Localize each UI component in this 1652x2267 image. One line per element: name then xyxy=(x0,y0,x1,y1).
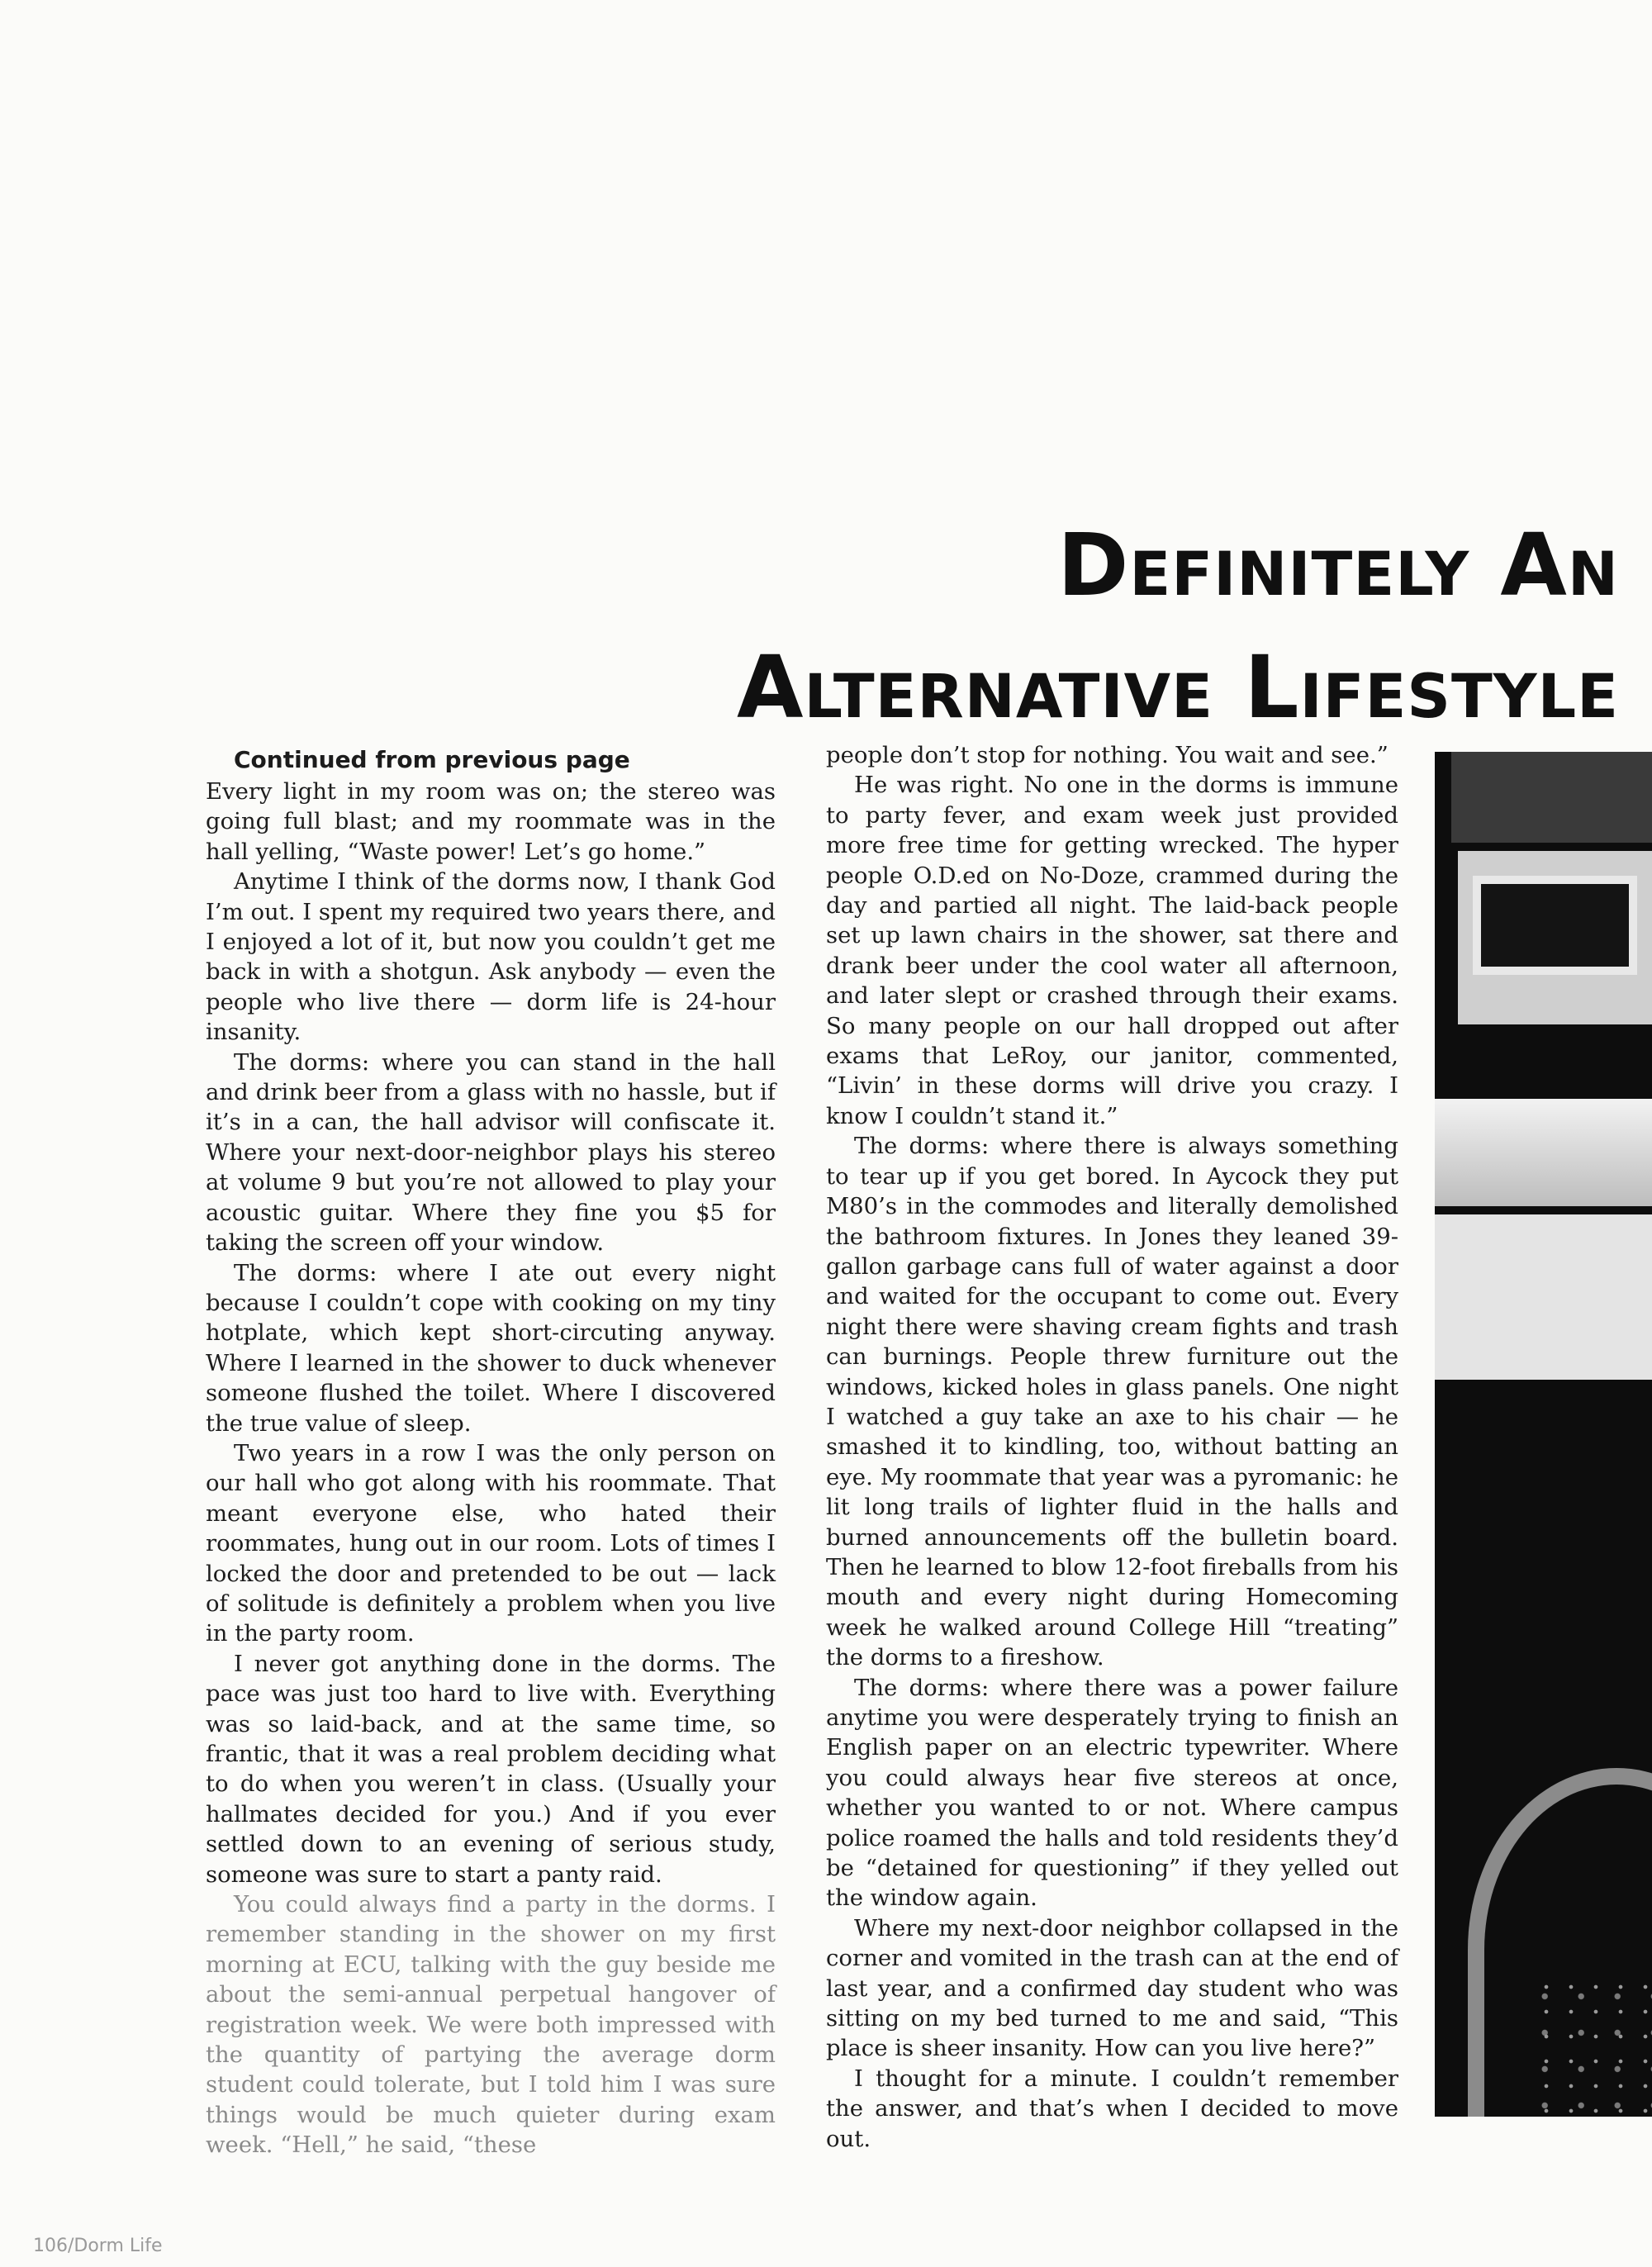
paragraph: Where my next-door neighbor collapsed in the corner and vomited in the trash can at the end of last year, and a confirmed day student who was sitting on my bed turned to me and said, “This place is sheer insanity. How can you live here?” xyxy=(826,1914,1398,2062)
paragraph: people don’t stop for nothing. You wait and see.” xyxy=(826,742,1389,768)
paragraph: Two years in a row I was the only person on our hall who got along with his roommate. That meant everyone else, who hated their roommates, hung out in our room. Lots of times I locked the door and pretended to be out — lack of solitude is definitely a problem when you live in the party room. xyxy=(206,1439,776,1647)
paragraph: The dorms: where there is always something to tear up if you get bored. In Aycock they put M80’s in the commodes and literally demolished the bathroom fixtures. In Jones they leaned 39-gallon garbage cans full of water against a door and waited for the occupant to come out. Every night there were shaving cream fights and trash can burnings. People threw furniture out the windows, kicked holes in glass panels. One night I watched a guy take an axe to his chair — he smashed it to kindling, too, without batting an eye. My roommate that year was a pyromanic: he lit long trails of lighter fluid in the halls and burned announcements off the bulletin board. Then he learned to blow 12-foot fireballs from his mouth and every night during Homecoming week he walked around College Hill “treating” the dorms to a fireshow. xyxy=(826,1133,1398,1671)
paragraph: I thought for a minute. I couldn’t remember the answer, and that’s when I decided to move out. xyxy=(826,2065,1398,2152)
dorm-photo xyxy=(1435,752,1652,2117)
paragraph: The dorms: where I ate out every night because I couldn’t cope with cooking on my tiny hotplate, which kept short-circuting anyway. Where I learned in the shower to duck whenever someone flushed the toilet. Where I discovered the true value of sleep. xyxy=(206,1259,776,1437)
title-line-2: Alternative Lifestyle xyxy=(736,637,1619,738)
continued-note: Continued from previous page xyxy=(234,746,630,773)
article-column-right xyxy=(826,740,1398,2154)
article-column-left xyxy=(206,744,776,2160)
paragraph: The dorms: where you can stand in the hall and drink beer from a glass with no hassle, but if it’s in a can, the hall advisor will confiscate it. Where your next-door-neighbor plays his stereo at volume 9 but you’re not allowed to play your acoustic guitar. Where they fine you $5 for taking the screen off your window. xyxy=(206,1048,776,1257)
paragraph: Anytime I think of the dorms now, I thank God I’m out. I spent my required two years there, and I enjoyed a lot of it, but now you couldn’t get me back in with a shotgun. Ask anybody — even the people who live there — dorm life is 24-hour insanity. xyxy=(206,868,776,1046)
paragraph: I never got anything done in the dorms. The pace was just too hard to live with. Everything was so laid-back, and at the same time, so frantic, that it was a real problem deciding what to do when you weren’t in class. (Usually your hallmates decided for you.) And if you ever settled down to an evening of serious study, someone was sure to start a panty raid. xyxy=(206,1650,776,1888)
paragraph: He was right. No one in the dorms is immune to party fever, and exam week just provided more free time for getting wrecked. The hyper people O.D.ed on No-Doze, crammed during the day and partied all night. The laid-back people set up lawn chairs in the shower, sat there and drank beer under the cool water all afternoon, and later slept or crashed through their exams. So many people on our hall dropped out after exams that LeRoy, our janitor, commented, “Livin’ in these dorms will drive you crazy. I know I couldn’t stand it.” xyxy=(826,772,1398,1129)
paragraph: The dorms: where there was a power failure anytime you were desperately trying to finish an English paper on an electric typewriter. Where you could always hear five stereos at once, whether you wanted to or not. Where campus police roamed the halls and told residents they’d be “detained for questioning” if they yelled out the window again. xyxy=(826,1674,1398,1912)
page-folio: 106/Dorm Life xyxy=(33,2236,163,2256)
paragraph: You could always find a party in the dorms. I remember standing in the shower on my first morning at ECU, talking with the guy beside me about the semi-annual perpetual hangover of registration week. We were both impressed with the quantity of partying the average dorm student could tolerate, but I told him I was sure things would be much quieter during exam week. “Hell,” he said, “these xyxy=(206,1891,776,2159)
page-title xyxy=(737,504,1619,749)
title-line-1: Definitely An xyxy=(1057,515,1619,615)
paragraph: Every light in my room was on; the stereo was going full blast; and my roommate was in the hall yelling, “Waste power! Let’s go home.” xyxy=(206,778,776,865)
